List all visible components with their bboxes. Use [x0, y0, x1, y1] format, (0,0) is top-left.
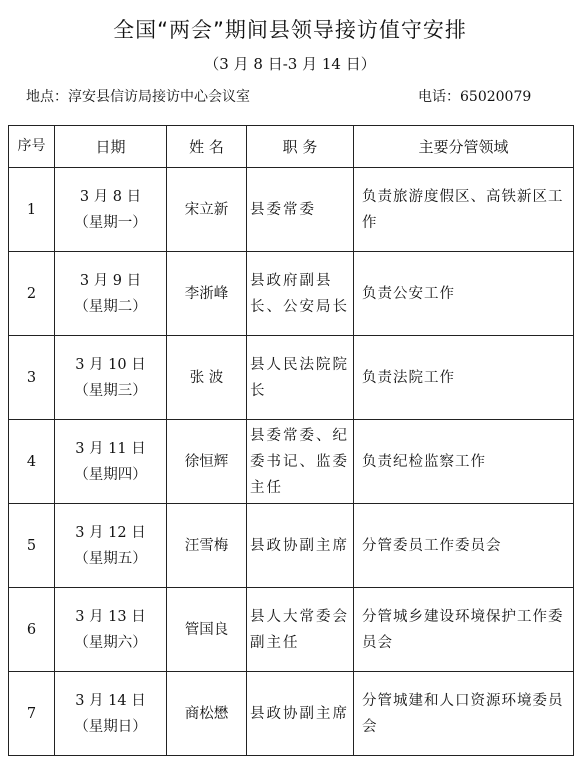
row-seq: 5	[9, 504, 55, 588]
meeting-location: 地点：淳安县信访局接访中心会议室	[26, 89, 250, 105]
weekday-text: （星期三）	[74, 382, 147, 399]
schedule-table	[8, 125, 574, 756]
date-text: 3 月 13 日	[75, 608, 146, 625]
date-text: 3 月 11 日	[75, 440, 146, 457]
table-row	[9, 588, 574, 672]
row-name: 管国良	[167, 588, 247, 672]
row-area: 分管城乡建设环境保护工作委员会	[354, 588, 574, 672]
weekday-text: （星期日）	[74, 718, 147, 735]
row-name: 徐恒辉	[167, 420, 247, 504]
table-row	[9, 252, 574, 336]
row-area: 负责公安工作	[354, 252, 574, 336]
row-area: 分管城建和人口资源环境委员会	[354, 672, 574, 756]
row-date	[55, 336, 167, 420]
row-seq: 4	[9, 420, 55, 504]
row-date	[55, 588, 167, 672]
weekday-text: （星期二）	[74, 298, 147, 315]
row-position: 县委常委、纪委书记、监委主任	[247, 420, 354, 504]
row-date	[55, 252, 167, 336]
row-name: 商松懋	[167, 672, 247, 756]
row-area: 分管委员工作委员会	[354, 504, 574, 588]
weekday-text: （星期四）	[74, 466, 147, 483]
date-range: （3 月 8 日-3 月 14 日）	[204, 55, 376, 73]
header-area: 主要分管领域	[354, 126, 574, 168]
row-position: 县人大常委会副主任	[247, 588, 354, 672]
row-seq: 2	[9, 252, 55, 336]
table-row	[9, 336, 574, 420]
row-area: 负责法院工作	[354, 336, 574, 420]
row-position: 县政府副县长、公安局长	[247, 252, 354, 336]
table-row	[9, 420, 574, 504]
row-date	[55, 420, 167, 504]
date-text: 3 月 9 日	[79, 272, 142, 289]
row-date	[55, 672, 167, 756]
row-date	[55, 168, 167, 252]
row-position: 县政协副主席	[247, 672, 354, 756]
row-position: 县人民法院院长	[247, 336, 354, 420]
weekday-text: （星期一）	[74, 214, 147, 231]
weekday-text: （星期六）	[74, 634, 147, 651]
row-date	[55, 504, 167, 588]
row-area: 负责旅游度假区、高铁新区工作	[354, 168, 574, 252]
date-text: 3 月 14 日	[75, 692, 146, 709]
table-row	[9, 168, 574, 252]
row-area: 负责纪检监察工作	[354, 420, 574, 504]
row-name: 李浙峰	[167, 252, 247, 336]
table-row	[9, 504, 574, 588]
row-seq: 7	[9, 672, 55, 756]
date-text: 3 月 12 日	[75, 524, 146, 541]
row-position: 县政协副主席	[247, 504, 354, 588]
row-seq: 1	[9, 168, 55, 252]
row-name: 张 波	[167, 336, 247, 420]
header-position: 职 务	[247, 126, 354, 168]
date-text: 3 月 10 日	[75, 356, 146, 373]
row-position: 县委常委	[247, 168, 354, 252]
weekday-text: （星期五）	[74, 550, 147, 567]
table-header-row	[9, 126, 574, 168]
row-seq: 6	[9, 588, 55, 672]
row-name: 汪雪梅	[167, 504, 247, 588]
row-name: 宋立新	[167, 168, 247, 252]
table-row	[9, 672, 574, 756]
document-title: 全国“两会”期间县领导接访值守安排	[113, 18, 467, 42]
header-seq: 序号	[9, 126, 55, 168]
date-text: 3 月 8 日	[79, 188, 142, 205]
header-date: 日期	[55, 126, 167, 168]
header-name: 姓 名	[167, 126, 247, 168]
contact-phone: 电话：65020079	[418, 89, 532, 105]
row-seq: 3	[9, 336, 55, 420]
